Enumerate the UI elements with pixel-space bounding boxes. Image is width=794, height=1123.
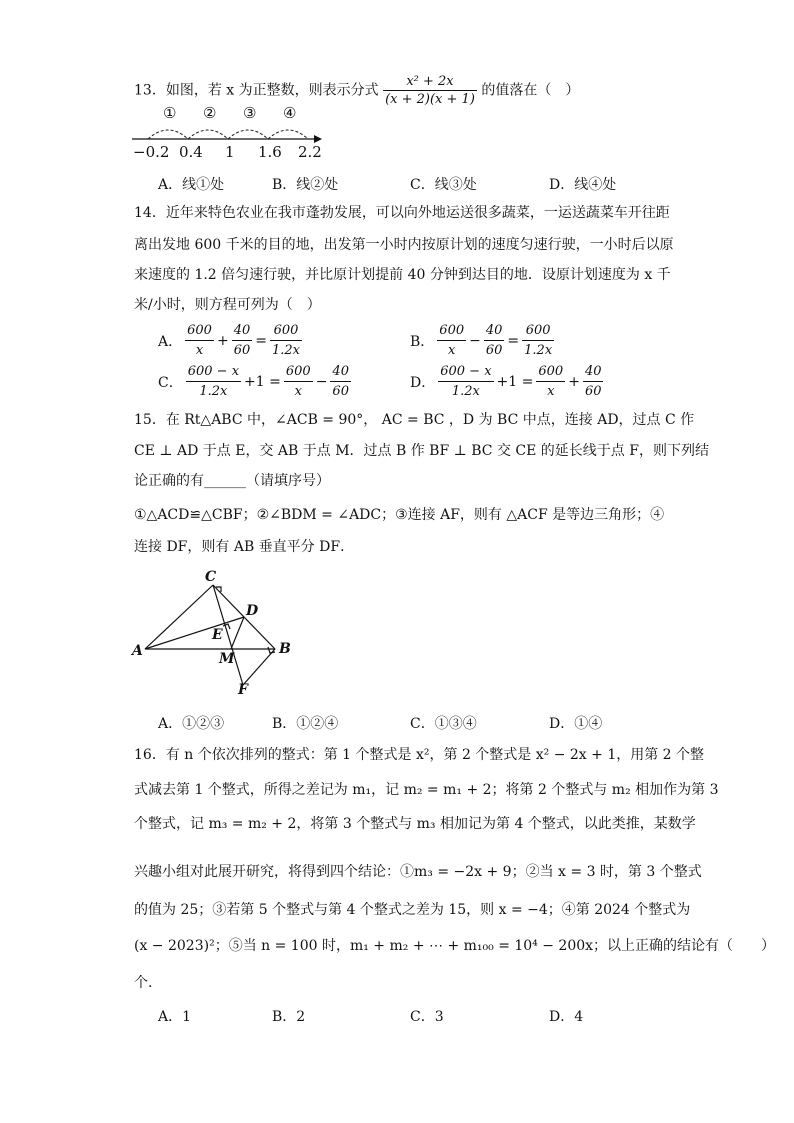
q13-option-b[interactable]: B．线②处 <box>272 177 339 193</box>
q14-option-c[interactable] <box>158 364 354 399</box>
q14-d-f2-num: 600 <box>538 364 564 379</box>
q15-line-4: ①△ACD≌△CBF；②∠BDM = ∠ADC；③连接 AF，则有 △ACF 是等边三角形；④ <box>134 507 665 523</box>
q15-point-f: F <box>238 682 248 698</box>
q14-a-f3-num: 600 <box>273 323 299 338</box>
q14-c-f3-den: 60 <box>330 381 351 399</box>
q15-option-a[interactable]: A．①②③ <box>158 716 225 732</box>
q16-option-c[interactable]: C．3 <box>410 1009 444 1025</box>
q14-b-f2-den: 60 <box>484 340 505 358</box>
q13-prefix: 13．如图，若 x 为正整数，则表示分式 <box>134 82 379 99</box>
q15-point-m: M <box>219 651 235 667</box>
q14-option-b[interactable] <box>410 323 557 358</box>
q16-line-7: 个. <box>134 975 153 991</box>
q16-option-b[interactable]: B．2 <box>272 1009 306 1025</box>
q14-d-f3-num: 40 <box>584 364 602 379</box>
q13-circle-3: ③ <box>243 104 257 122</box>
q14-d-f1-den: 1.2x <box>438 381 493 399</box>
q14-c-f2-den: x <box>284 381 313 399</box>
q16-line-6: (x − 2023)²；⑤当 n = 100 时，m₁ + m₂ + ⋯ + m₁₀₀ = 10⁴ − 200x；以上正确的结论有（ ） <box>134 938 776 954</box>
q16-line-3: 个整式，记 m₃ = m₂ + 2，将第 3 个整式与 m₃ 相加记为第 4 个整式，以此类推，某数学 <box>134 816 696 832</box>
q15-option-b[interactable]: B．①②④ <box>272 716 339 732</box>
q13-frac-num: x² + 2x <box>406 74 454 89</box>
q14-d-label: D． <box>410 374 436 391</box>
q13-stem <box>134 75 579 106</box>
q14-d-op2: + <box>568 373 580 390</box>
q16-line-2: 式减去第 1 个整式，所得之差记为 m₁，记 m₂ = m₁ + 2；将第 2 个整式与 m₂ 相加作为第 3 <box>134 782 719 798</box>
q15-point-d: D <box>246 603 259 619</box>
q15-point-c: C <box>205 569 217 585</box>
q13-arc-4 <box>268 130 308 139</box>
q15-point-a: A <box>132 643 143 659</box>
q14-c-f1-num: 600 − x <box>187 364 240 379</box>
q14-b-f1-num: 600 <box>439 323 465 338</box>
q13-tick-3: 1 <box>225 143 235 161</box>
q14-b-op: − <box>469 332 481 349</box>
q14-b-f3-num: 600 <box>525 323 551 338</box>
q14-d-f3-den: 60 <box>583 381 604 399</box>
q13-frac-den: (x + 2)(x + 1) <box>385 92 475 107</box>
q14-b-f1-den: x <box>437 340 466 358</box>
seg-dm <box>231 617 244 649</box>
q15-point-b: B <box>279 641 291 657</box>
seg-bf <box>243 649 275 685</box>
q14-a-f1-den: x <box>185 340 214 358</box>
q13-circle-4: ④ <box>283 104 297 122</box>
q15-option-c[interactable]: C．①③④ <box>410 716 477 732</box>
q14-a-op: + <box>216 332 229 349</box>
q13-tick-4: 1.6 <box>258 143 282 161</box>
q14-line-3: 来速度的 1.2 倍匀速行驶，并比原计划提前 40 分钟到达目的地．设原计划速度为 x 千 <box>134 267 671 283</box>
q14-d-op1: +1 = <box>496 373 534 390</box>
q14-b-label: B． <box>410 333 435 350</box>
q13-circle-2: ② <box>203 104 217 122</box>
q16-line-5: 的值为 25；③若第 5 个整式与第 4 个整式之差为 15，则 x = −4；④第 2024 个整式为 <box>134 902 691 918</box>
q14-c-f2-num: 600 <box>285 364 311 379</box>
q14-c-f3-num: 40 <box>332 364 349 379</box>
q14-d-f2-den: x <box>536 381 565 399</box>
q13-tick-5: 2.2 <box>298 143 322 161</box>
q15-line-1: 15．在 Rt△ABC 中，∠ACB = 90°， AC = BC ，D 为 BC 中点，连接 AD，过点 C 作 <box>134 412 695 428</box>
q13-option-d[interactable]: D．线④处 <box>549 177 617 193</box>
q14-c-op2: − <box>315 373 328 390</box>
q14-d-f1-num: 600 − x <box>440 364 492 379</box>
q14-b-f3-den: 1.2x <box>522 340 554 358</box>
q13-arc-3 <box>228 130 268 139</box>
q13-tick-2: 0.4 <box>179 143 203 161</box>
q13-option-c[interactable]: C．线③处 <box>410 177 477 193</box>
q14-a-f2-num: 40 <box>233 323 251 338</box>
q14-line-4: 米/小时，则方程可列为（ ） <box>134 297 321 313</box>
q16-line-4: 兴趣小组对此展开研究，将得到四个结论：①m₃ = −2x + 9；②当 x = 3 时，第 3 个整式 <box>134 864 702 880</box>
q14-c-op1: +1 = <box>244 373 281 390</box>
q15-line-3: 论正确的有______（请填序号） <box>134 473 330 489</box>
q14-line-2: 离出发地 600 千米的目的地，出发第一小时内按原计划的速度匀速行驶，一小时后以原 <box>134 237 674 253</box>
seg-ad <box>145 617 244 649</box>
q16-line-1: 16．有 n 个依次排列的整式：第 1 个整式是 x²，第 2 个整式是 x² − 2x + 1，用第 2 个整 <box>134 747 705 763</box>
q14-a-label: A． <box>158 333 183 350</box>
q13-circle-1: ① <box>163 104 177 122</box>
q13-option-a[interactable]: A．线①处 <box>158 177 225 193</box>
q13-fraction <box>383 75 477 106</box>
q14-a-f2-den: 60 <box>232 340 253 358</box>
q13-suffix: 的值落在（ ） <box>481 82 580 99</box>
q14-a-f1-num: 600 <box>187 323 212 338</box>
q16-option-a[interactable]: A．1 <box>158 1009 192 1025</box>
q14-option-d[interactable] <box>410 364 606 399</box>
q14-option-a[interactable] <box>158 323 305 358</box>
q14-c-label: C． <box>158 374 183 391</box>
q14-b-eq: = <box>507 332 520 349</box>
q14-a-eq: = <box>255 332 267 349</box>
q14-c-f1-den: 1.2x <box>186 381 241 399</box>
q13-arc-2 <box>188 130 228 139</box>
q13-arrow <box>314 135 322 143</box>
q15-line-2: CE ⊥ AD 于点 E，交 AB 于点 M．过点 B 作 BF ⊥ BC 交 CE 的延长线于点 F，则下列结 <box>134 443 709 459</box>
q14-b-f2-num: 40 <box>485 323 503 338</box>
q15-line-5: 连接 DF，则有 AB 垂直平分 DF． <box>134 539 355 555</box>
q13-tick-1: −0.2 <box>133 143 170 161</box>
q14-a-f3-den: 1.2x <box>270 340 302 358</box>
q15-option-d[interactable]: D．①④ <box>549 716 603 732</box>
q14-line-1: 14．近年来特色农业在我市蓬勃发展，可以向外地运送很多蔬菜，一运送蔬菜车开往距 <box>134 205 670 221</box>
seg-ac <box>145 585 213 649</box>
q15-point-e: E <box>212 627 223 643</box>
q16-option-d[interactable]: D．4 <box>549 1009 584 1025</box>
q13-arc-1 <box>148 130 188 139</box>
